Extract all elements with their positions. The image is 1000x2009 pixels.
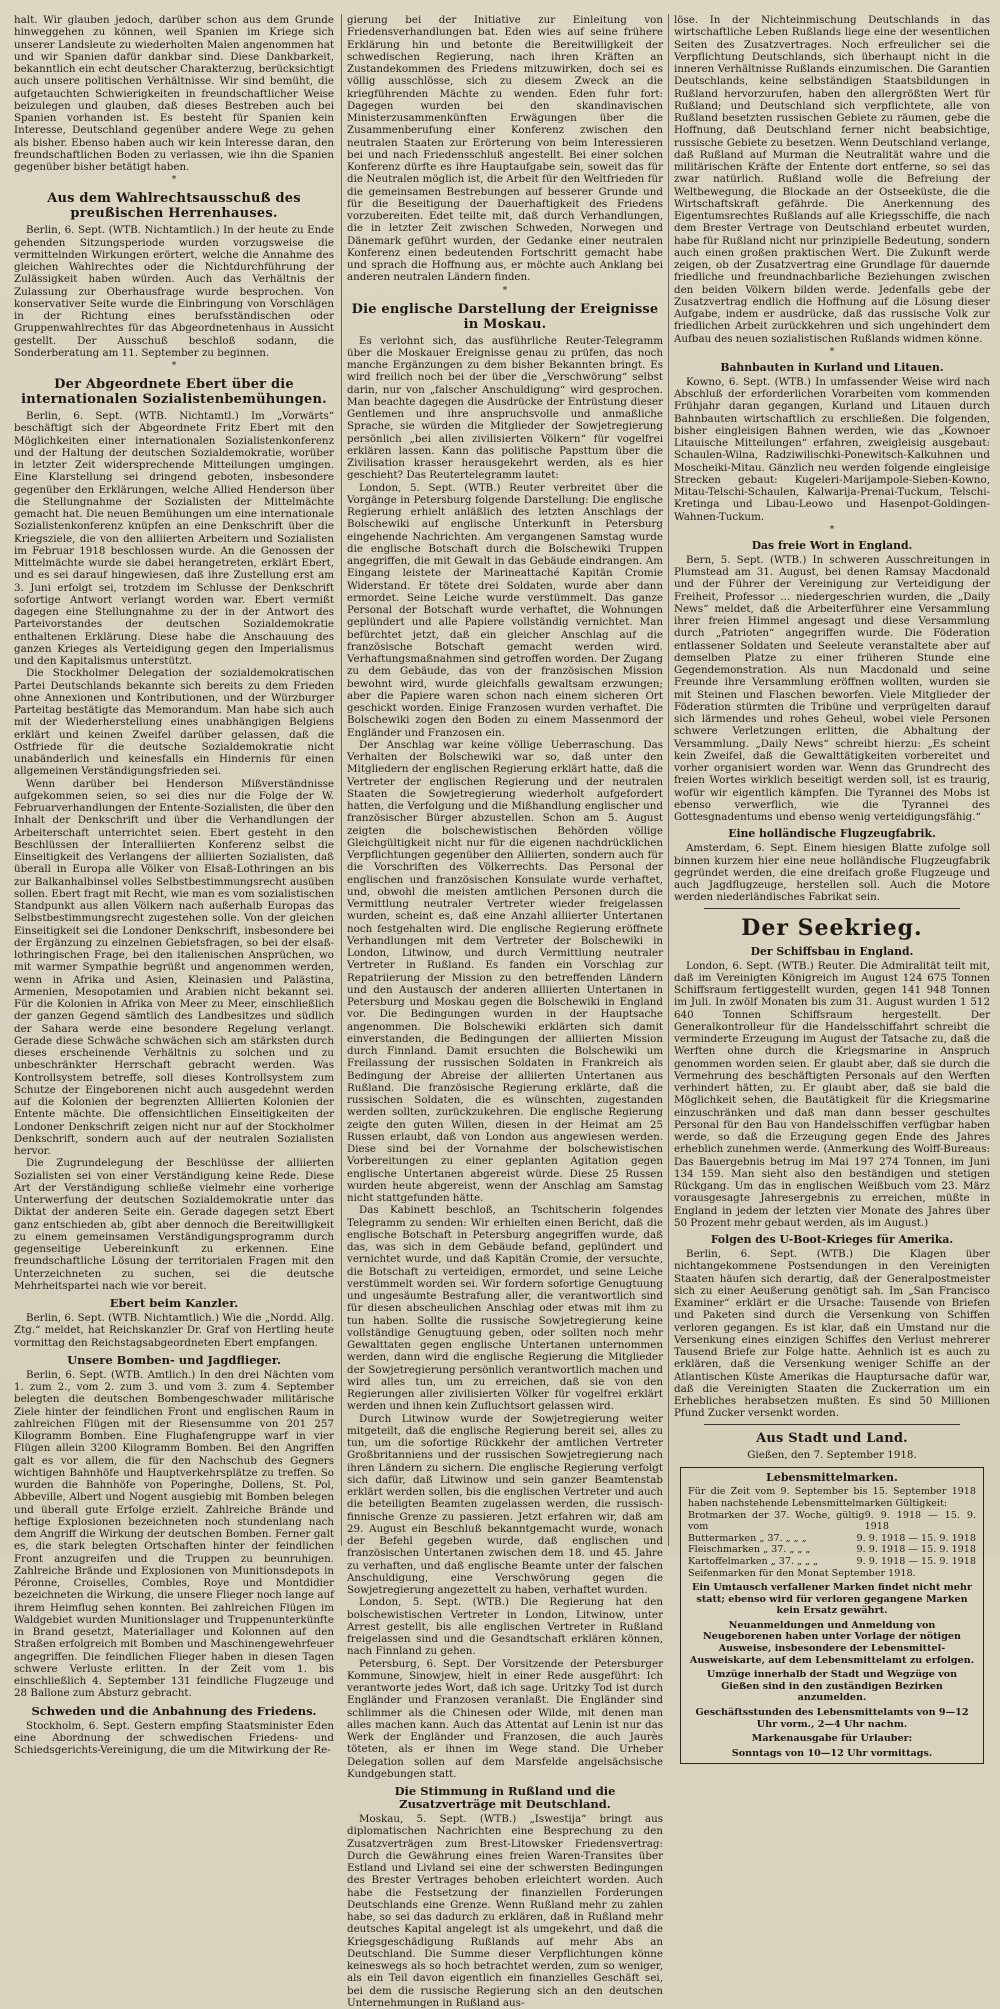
notice-row: [688, 1556, 976, 1568]
column-3: [668, 14, 990, 1759]
divider: [704, 908, 960, 909]
article-wahlrecht: Berlin, 6. Sept. (WTB. Nichtamtlich.) In der heute zu Ende gehenden Sitzungsperiode wurden vorzugsweise die vermittelnden Wirkungen erörtert, welche die Annahme des gleichen Wahlrechtes oder die Nichtdurchführung der Zulässigkeit haben würden. Auch das Verhältnis der Zulassung zur Oberhausfrage wurde besprochen. Von konservativer Seite wurde die Einbringung von Vorschlägen in der Richtung eines berufsständischen oder Gruppenwahlrechtes für das Abgeordnetenhaus in Aussicht gestellt. Der Ausschuß beschloß sodann, die Sonderberatung am 11. September zu beginnen.: [14, 224, 334, 359]
notice-row-dates: 9. 9. 1918 — 15. 9. 1918: [864, 1509, 976, 1533]
notice-note: Ein Umtausch verfallener Marken findet nicht mehr statt; ebenso wird für verloren gegangene Marken kein Ersatz gewährt.: [692, 1582, 972, 1617]
article-schweden: Stockholm, 6. Sept. Gestern empfing Staatsminister Eden eine Abordnung der schwedischen Friedens- und Schiedsgerichts-Vereinigung, die um die Mitwirkung der Re-: [14, 1719, 334, 1756]
column-2: [341, 14, 663, 2009]
notice-row-dates: 9. 9. 1918 — 15. 9. 1918: [856, 1532, 976, 1544]
headline-schweden: Schweden und die Anbahnung des Friedens.: [31, 1703, 317, 1718]
divider: [704, 1424, 960, 1425]
notice-urlauber: Markenausgabe für Urlauber:: [751, 1733, 913, 1745]
headline-folgen: Folgen des U-Boot-Krieges für Amerika.: [710, 1233, 954, 1246]
article-englisch-p6: London, 5. Sept. (WTB.) Die Regierung hat den bolschewistischen Vertreter in London, Litwinow, unter Arrest gestellt, bis alle englischen Vertreter in Rußland freigelassen sind und die Gesandtschaft erklären können, nach Finnland zu gehen.: [347, 1596, 663, 1658]
article-ebert-p4: Die Zugrundelegung der Beschlüsse der alliierten Sozialisten sei von einer Verständigung keine Rede. Diese Art der Verständigung schließe vielmehr eine vorherige Unterwerfung der deutschen Sozialdemokratie unter das Diktat der anderen Seite ein. Gerade dagegen setzt Ebert ganz entschieden ab, gibt aber dennoch die Bereitwilligkeit zu einem gemeinsamen Verständigungsprogramm durch gegenseitige Uebereinkunft zu erkennen. Eine freundschaftliche Lösung der territorialen Fragen mit den Unterzeichneten zu suchen, sei die deutsche Mehrheitspartei nach wie vor bereit.: [14, 1157, 334, 1292]
article-ebert-p3: Wenn darüber bei Henderson Mißverständnisse aufgekommen seien, so sei dies nur die Folge der W. Februarverhandlungen der Entente-Sozialisten, die über den Inhalt der Denkschrift und über die Verhandlungen der Arbeiterschaft unterrichtet seien. Ebert gesteht in den Beschlüssen der Interalliierten Konferenz selbst die Einseitigkeit des Verlangens der alliierten Sozialisten, daß überall in Europa alle Völker von Elsaß-Lothringen an bis zur Balkanhalbinsel volles Selbstbestimmungsrecht ausüben sollen. Ebert fragt mit Recht, wie man es vom sozialistischen Standpunkt aus allen Völkern nach außerhalb Europas das Selbstbestimmungsrecht zugestehen solle. Von der gleichen Einseitigkeit sei die Londoner Denkschrift, insbesondere bei der Ergänzung zu einzelnen Gebietsfragen, so bei der elsaß-lothringischen Frage, bei den italienischen Ansprüchen, wo mit warmer Sympathie begrüßt und angenommen werden, wenn in Afrika und Asien, Kleinasien und Palästina, Armenien, Mesopotamien und Arabien nicht bekannt sei. Für die Kolonien in Afrika von Meer zu Meer, einschließlich der ganzen Gegend sämtlich des Landbesitzes und südlich der Sahara werde eine besondere Regelung verlangt. Gerade diese Schwäche schwächen sich am stärksten durch dieses erscheinende Verhältnis zu solchen und zu unbeschränkter Herrschaft gebracht werden. Was Kontrollsystem betreffe, soll dieses Kontrollsystem zum Schutze der Eingeborenen nicht auch ausgedehnt werden auf die Kolonien der begrenzten Alliierten Kolonien der Entente mächte. Die offensichtlichen Einseitigkeiten der Londoner Denkschrift zeigen nicht nur auf der Stockholmer Denkschrift, sondern auch auf der neutralen Sozialisten hervor.: [14, 777, 334, 1157]
notice-row-label: Kartoffelmarken „ 37. „ „ „: [688, 1555, 819, 1567]
notice-row: [688, 1533, 976, 1545]
article-folgen: Berlin, 6. Sept. (WTB.) Die Klagen über nichtangekommene Postsendungen in den Vereinigten Staaten häufen sich derartig, daß der Generalpostmeister sich zu einer Aeußerung genötigt sah. Im „San Francisco Examiner“ erklärt er die Ursache: Tausende von Briefen und Paketen sind durch die Versenkung von Schiffen verloren gegangen. Es ist klar, daß ein Umstand nur die Versenkung eines einzigen Schiffes den Verlust mehrerer Tausend Briefe zur Folge hatte. Aehnlich ist es auch zu erklären, daß die Versenkung weniger Schiffe an der Atlantischen Küste Amerikas die Hauptursache dafür war, daß die Vereinigten Staaten die Zuckerration um ein Erhebliches herabsetzen mußten. Es sind 50 Millionen Pfund Zucker versenkt worden.: [674, 1248, 990, 1420]
article-englisch-p4: Das Kabinett beschloß, an Tschitscherin folgendes Telegramm zu senden: Wir erhielten einen Bericht, daß die englische Botschaft in Petersburg angegriffen wurde, daß das, was sich in dem Gebäude befand, geplündert und vernichtet wurde, und daß Kapitän Cromie, der versuchte, die Botschaft zu verteidigen, ermordet, und seine Leiche verstümmelt worden sei. Wir fordern sofortige Genugtuung und ungesäumte Bestrafung aller, die verantwortlich sind für diesen abscheulichen Anschlag oder etwas mit ihm zu tun haben. Sollte die russische Sowjetregierung keine vollständige Genugtuung geben, oder sollten noch mehr Gewalttaten gegen englische Untertanen unternommen werden, dann wird die englische Regierung die Mitglieder der Sowjetregierung persönlich verantwortlich machen und wird alles tun, um zu erreichen, daß sie von den Regierungen aller zivilisierten Völker für vogelfrei erklärt werden und ihnen kein Zufluchtsort gelassen wird.: [347, 1204, 663, 1413]
article-englisch-p1: Es verlohnt sich, das ausführliche Reuter-Telegramm über die Moskauer Ereignisse genau zu prüfen, das noch manche Ergänzungen zu dem bisher Bekannten bringt. Es wird freilich noch bei der über die „Verschwörung“ selbst darin, nur von „falscher Anschuldigung“ wird gesprochen. Man beachte dagegen die Ausdrücke der Entrüstung dieser Gentlemen und ihre anspruchsvolle und anmaßliche Sprache, sie würden die Mitglieder der Sowjetregierung persönlich „bei allen zivilisierten Völkern“ für vogelfrei erklären lassen. Kann das politische Papsttum über die Zivilisation krasser herausgekehrt werden, als es hier geschieht? Das Reutertelegramm lautet:: [347, 334, 663, 482]
notice-title: Lebensmittelmarken.: [766, 1470, 898, 1484]
notice-row: [688, 1544, 976, 1556]
notice-row-label: Brotmarken der 37. Woche, gültig vom: [688, 1509, 865, 1533]
article-stimmung-cont: löse. In der Nichteinmischung Deutschlands in das wirtschaftliche Leben Rußlands liege eine der wesentlichen Seiten des Zusatzvertrages. Noch erfreulicher sei die Verpflichtung Deutschlands, sich überhaupt nicht in die inneren Verhältnisse Rußlands einzumischen. Die Garantien Deutschlands, keine selbständigen Staatsbildungen in Rußland hervorzurufen, haben den allergrößten Wert für Rußland; und Deutschland sich verpflichtete, alle von Rußland besetzten russischen Gebiete zu räumen, gebe die Hoffnung, daß Deutschland ferner nicht beabsichtige, russische Gebiete zu besetzen. Wenn Deutschland verlange, daß Rußland auf Murman die Neutralität wahre und die militärischen Kräfte der Entente dort entferne, so sei das zwar natürlich. Rußland wolle die Befreiung der Weltbewegung, die Blockade an der Ostseeküste, die die Wirtschaftskraft gefährde. Die Anerkennung des Eigentumsrechtes Rußlands auf alle Kriegsschiffe, die nach dem Brester Vertrage von Deutschland erbeutet wurden, habe für Rußland nicht nur prinzipielle Bedeutung, sondern auch einen großen praktischen Wert. Die Zukunft werde zeigen, ob der Zusatzvertrag eine Grundlage für dauernde friedliche und freundnachbarliche Beziehungen zwischen den beiden Völkern bilden werde. Jedenfalls gebe der Zusatzvertrag endlich die Hoffnung auf die Lösung dieser Aufgabe, indem er ausdrücke, daß das russische Volk zur friedlichen Arbeit zurückkehren und sich ungehindert dem Aufbau des neuen sozialistischen Rußlands widmen könne.: [674, 14, 990, 345]
notice-row-label: Fleischmarken „ 37. „ „ „: [688, 1544, 811, 1556]
notice-intro: Für die Zeit vom 9. September bis 15. September 1918 haben nachstehende Lebensmittelmarken Gültigkeit:: [688, 1486, 976, 1509]
article-englisch-p2: London, 5. Sept. (WTB.) Reuter verbreitet über die Vorgänge in Petersburg folgende Darstellung: Die englische Regierung erhielt anläßlich des letzten Anschlags der Bolschewiki auf englische Unterkunft in Petersburg eingehende Nachrichten. Am vergangenen Samstag wurde die englische Botschaft durch die Bolschewiki Truppen angegriffen, die mit Gewalt in das Gebäude eindrangen. Am Eingang leistete der Marineattaché Kapitän Cromie Widerstand. Er tötete drei Soldaten, wurde aber dann ermordet. Seine Leiche wurde verstümmelt. Das ganze Personal der Botschaft wurde verhaftet, die Wohnungen geplündert und alle Papiere vollständig vernichtet. Man befürchtet jetzt, daß ein gleicher Anschlag auf die französische Botschaft gemacht werden wird. Verhaftungsmaßnahmen sind getroffen worden. Der Zugang zu dem Gebäude, das von der französischen Mission bewohnt wird, wurde gleichfalls gewaltsam erzwungen; aber die Papiere waren schon nach einem sicheren Ort geschickt worden. Einige Franzosen wurden verhaftet. Die Bolschewiki zogen den Boden zu einem Massenmord der Engländer und Franzosen ein.: [347, 481, 663, 739]
headline-bomben: Unsere Bomben- und Jagdflieger.: [67, 1352, 281, 1367]
notice-sunday: Sonntags von 10—12 Uhr vormittags.: [731, 1747, 933, 1759]
article-bahn: Kowno, 6. Sept. (WTB.) In umfassender Weise wird nach Abschluß der erforderlichen Vorarbeiten vom kommenden Frühjahr daran gegangen, Kurland und Litauen durch Bahnbauten wirtschaftlich zu erschließen. Die folgenden, bisher eingleisigen Bahnen werden, wie das „Kownoer Litauische Mitteilungen“ erfahren, zweigleisig ausgebaut: Schaulen-Wilna, Radziwilischki-Ponewitsch-Kalkuhnen und Moscheiki-Mitau. Gänzlich neu werden folgende eingleisige Strecken gebaut: Kugeleri-Marijampole-Sieben-Kowno, Mitau-Telschi-Schaulen, Kalwarija-Prenai-Tuckum, Telschi-Kretinga und Libau-Leowo und Hasenpot-Goldingen-Wahnen-Tuckum.: [674, 375, 990, 523]
notice-note: Neuanmeldungen und Anmeldung von Neugeborenen haben unter Vorlage der nötigen Ausweise, insbesondere der Lebensmittel-Ausweiskarte, auf dem Lebensmittelamt zu erfolgen.: [689, 1619, 975, 1666]
headline-schiffbau: Der Schiffsbau in England.: [750, 944, 914, 958]
headline-seekrieg: Der Seekrieg.: [741, 914, 923, 941]
headline-kanzler: Ebert beim Kanzler.: [109, 1296, 239, 1310]
article-englisch-p7: Petersburg, 6. Sept. Der Vorsitzende der Petersburger Kommune, Sinowjew, hielt in einer Rede ausgeführt: Ich verantworte jedes Wort, daß ich sage. Uritzky Tod ist durch Engländer und Franzosen veranlaßt. Die Engländer sind schlimmer als die Chinesen oder Wilde, mit denen man alles machen kann. Auch das Attentat auf Lenin ist nur das Werk der Engländer und Franzosen, die auch Jaurès töteten, als er ihnen im Wege stand. Die Urheber Delegation sollen auf dem Marsfelde angelsächsische Kundgebungen statt.: [347, 1657, 663, 1780]
separator: *: [829, 524, 835, 535]
article-wort: Bern, 5. Sept. (WTB.) In schweren Ausschreitungen in Plumstead am 31. August, bei denen Ramsay Macdonald und der Führer der Vereinigung zur Verteidigung der Freiheit, Professor ... niedergeschrien wurden, die „Daily News“ meldet, daß die Arbeiterführer eine Versammlung ihrer freien Himmel angesagt und diese Versammlung durch „Patrioten“ angegriffen wurde. Die Föderation entlassener Soldaten und Seeleute veranstaltete aber auf demselben Platze zu einer früheren Stunde eine Gegendemonstration. Als nun Macdonald und seine Freunde ihre Versammlung eröffnen wollten, wurden sie mit Steinen und Flaschen beworfen. Viele Mitglieder der Föderation stürmten die Tribüne und verprügelten darauf sich lärmendes und rohes Geheul, wobei viele Personen schwere Verletzungen erlitten, die Abhaltung der Versammlung. „Daily News“ schreibt hierzu: „Es scheint kein Zweifel, daß die Gewalttätigkeiten vorbereitet und vorher organisiert worden war. Wenn das Grundrecht des freien Wortes wirklich beseitigt werden soll, ist es traurig, wofür wir eigentlich kämpfen. Die Tyrannei des Mobs ist ebenso verwerflich, wie die Tyrannei des Gottesgnadentums und ebenso wenig verteidigungsfähig.“: [674, 553, 990, 823]
notice-row: [688, 1510, 976, 1533]
separator: *: [171, 175, 177, 186]
headline-bahn: Bahnbauten in Kurland und Litauen.: [720, 360, 944, 374]
separator: *: [171, 361, 177, 371]
separator: *: [829, 346, 835, 357]
headline-stadt: Aus Stadt und Land.: [756, 1430, 908, 1446]
article-englisch-p5: Durch Litwinow wurde der Sowjetregierung weiter mitgeteilt, daß die englische Regierung bereit sei, alles zu tun, um die sofortige Rückkehr der amtlichen Vertreter Großbritanniens und der russischen Sowjetregierung nach ihren Ländern zu sichern. Die englische Regierung verfolgt sich dafür, daß Litwinow und sein ganzer Beamtenstab erklärt werden sollen, bis die englischen Vertreter und auch die beteiligten Beamten zugelassen werden, die russisch-finnische Grenze zu passieren. Jetzt erfahren wir, daß am 29. August ein Beschluß bekanntgemacht wurde, wonach der Befehl gegeben wurde, daß englischen und französischen Untertanen zwischen dem 18. und 45. Jahre zu verhaften, und daß englische Beamte unter der falschen Anschuldigung, eine Verschwörung gegen die Sowjetregierung angezettelt zu haben, verhaftet wurden.: [347, 1412, 663, 1596]
article-flug: Amsterdam, 6. Sept. Einem hiesigen Blatte zufolge soll binnen kurzem hier eine neue holländische Flugzeugfabrik gegründet werden, die eine dreifach große Flugzeuge und auch Jagdflugzeuge, herstellen soll. Auch die Motore werden niederländisches Fabrikat sein.: [674, 842, 990, 904]
lebensmittelmarken-notice: [680, 1467, 984, 1765]
notice-row-label: Seifenmarken für den Monat September 1918.: [688, 1567, 916, 1579]
notice-note: Umzüge innerhalb der Stadt und Wegzüge von Gießen sind in den zuständigen Bezirken anzumelden.: [706, 1669, 958, 1704]
notice-row-dates: 9. 9. 1918 — 15. 9. 1918: [856, 1544, 976, 1556]
article-ebert-p2: Die Stockholmer Delegation der sozialdemokratischen Partei Deutschlands bekannte sich bereits zu dem Frieden ohne Annexionen und Kontributionen, und der Würzburger Parteitag bestätigte das Memorandum. Man habe sich auch mit der Wiederherstellung eines unabhängigen Belgiens erklärt und keinen Zweifel darüber gelassen, daß die Ostfriede für die deutsche Sozialdemokratie nicht unabänderlich und keinesfalls ein Hindernis für einen allgemeinen Verständigungsfrieden sei.: [14, 667, 334, 778]
article-bomben: Berlin, 6. Sept. (WTB. Amtlich.) In den drei Nächten vom 1. zum 2., vom 2. zum 3. und vom 3. zum 4. September belegten die deutschen Bombengeschwader militärische Ziele hinter der feindlichen Front und englischen Raum in zahlreichen Flügen mit der Riesensumme von 201 257 Kilogramm Bomben. Eine Flughafengruppe warf in vier Flügen allein 3200 Kilogramm Bomben. Bei den Angriffen galt es vor allem, die für den Nachschub des Gegners wichtigen Bahnhöfe und Hauptverkehrsplätze zu treffen. So wurden die Bahnhöfe von Poperinghe, Dollens, St. Pol, Abbeville, Albert und Nogent ausgiebig mit Bomben belegen und überall gute Erfolge erzielt. Zahlreiche Brände und heftige Explosionen bezeichneten noch stundenlang nach dem Angriff die Wirkung der deutschen Bomben. Ferner galt es, die stark belegten Ortschaften hinter der feindlichen Front anzugreifen und die Truppen zu beunruhigen. Zahlreiche Brände und Explosionen von Munitionsdepots in Péronne, Croiselles, Combles, Roye und Montdidier bezeichneten die Wirkung, die unsere Flieger noch lange auf ihrem Heimflug sehen konnten. Bei zahlreichen Flügen im Waldgebiet wurden Munitionslager und Truppenunterkünfte in Brand gesetzt, Materiallager und Kolonnen auf den Straßen erfolgreich mit Bomben und Maschinengewehrfeuer angegriffen. Die feindlichen Flieger haben in diesen Tagen schwere Verluste erlitten. In der Zeit vom 1. bis einschließlich 4. September 131 feindliche Flugzeuge und 28 Ballone zum Absturz gebracht.: [14, 1368, 334, 1700]
column-1: [14, 14, 336, 1756]
article-ebert-p1: Berlin, 6. Sept. (WTB. Nichtamtl.) Im „Vorwärts“ beschäftigt sich der Abgeordnete Fritz Ebert mit den Möglichkeiten einer internationalen Sozialistenkonferenz und der Haltung der deutschen Sozialdemokratie, worüber in letzter Zeit widersprechende Mitteilungen umgingen. Eine Klarstellung sei dringend geboten, insbesondere gegenüber den Erklärungen, welche Allied Henderson über die Stellungnahme der Sozialisten der Mittelmächte gemacht hat. Die neuen Bemühungen um eine internationale Sozialistenkonferenz knüpfen an eine Denkschrift über die Kriegsziele, die von den alliierten Arbeitern und Sozialisten im Februar 1918 beschlossen wurde. An die Genossen der Mittelmächte wurde sie dabei herangetreten, erklärt Ebert, und es sei darauf hingewiesen, daß ihre Zustellung erst am 3. Juni erfolgt sei, trotzdem im Schlusse der Denkschrift sofortige Antwort verlangt worden war. Ebert vermißt dagegen eine Stellungnahme zu der in der Antwort des Parteivorstandes der deutschen Sozialdemokratie enthaltenen Erklärung. Diese habe die Anschauung des ganzen Krieges als Verteidigung gegen den Imperialismus und den Kapitalismus unterstützt.: [14, 410, 334, 667]
headline-wahlrecht: Aus dem Wahlrechtsausschuß des preußischen Herrenhauses.: [47, 191, 301, 222]
article-stimmung: Moskau, 5. Sept. (WTB.) „Iswestija“ bringt aus diplomatischen Nachrichten eine Besprechung zu den Zusatzverträgen zum Brest-Litowsker Friedensvertrag: Durch die Gewährung eines freien Waren-Transites über Estland und Livland sei eine der schwersten Bedingungen des Brester Vertrages behoben erleichtert worden. Auch habe die Festsetzung der finanziellen Forderungen Deutschlands eine Grenze. Wenn Rußland mehr zu zahlen habe, so sei das dadurch zu erklären, daß in Rußland mehr deutsches Kapital angelegt ist als umgekehrt, und daß die Kriegsgeschädigung Rußlands auf mehr Abs an Deutschland. Die Summe dieser Verpflichtungen könne keineswegs als so hoch betrachtet werden, zum so weniger, als ein Teil davon eigentlich ein finanzielles Geschäft sei, bei dem die russische Regierung sich an den deutschen Unternehmungen in Rußland aus-: [347, 1813, 663, 2009]
notice-hours: Geschäftsstunden des Lebensmittelamts von 9—12 Uhr vorm., 2—4 Uhr nachm.: [695, 1707, 969, 1730]
article-schiffbau: London, 6. Sept. (WTB.) Reuter. Die Admiralität teilt mit, daß im Vereinigten Königreich im August 124 675 Tonnen Schiffsraum fertiggestellt wurden, gegen 141 948 Tonnen im Juli. In zwölf Monaten bis zum 31. August wurden 1 512 640 Tonnen Schiffsraum hergestellt. Der Generalkontrolleur für die Handelsschiffahrt schreibt die verminderte Erzeugung im August der Tatsache zu, daß die Werften ohne durch die Kriegsmarine in Anspruch genommen worden seien. Er glaubt aber, daß sie durch die Vermehrung des beschäftigten Personals auf den Werften verhindert hätten, zu. Er glaubt aber, daß sie bald die Möglichkeit sehen, die Bautätigkeit für die Kriegsmarine einzuschränken und daß man dann besser geschultes Personal für den Bau von Handelsschiffen verfügbar haben werde, so daß die Erzeugung gegen Ende des Jahres erheblich zunehmen werde. (Anmerkung des Wolff-Bureaus: Das Bauergebnis betrug im Mai 197 274 Tonnen, im Juni 134 159. Man sieht also den beständigen und stetigen Rückgang. Um das in englischen Weißbuch vom 23. März vorausgesagte Jahresergebnis zu erreichen, müßte in England in jedem der letzten vier Monate des Jahres über 50 Prozent mehr gebaut werden, als im August.): [674, 959, 990, 1229]
article-englisch-p3: Der Anschlag war keine völlige Ueberraschung. Das Verhalten der Bolschewiki war so, daß unter den Mitgliedern der englischen Regierung erklärt hatte, daß die Vertreter der englischen Regierung und der neutralen Staaten die Sowjetregierung wiederholt aufgefordert hatten, die Verfolgung und die Mißhandlung englischer und französischer Bürger abzustellen. Schon am 5. August zeigten die bolschewistischen Behörden völlige Gleichgültigkeit nicht nur für die eigenen nachdrücklichen Verpflichtungen gegenüber den Alliierten, sondern auch für die Vorschriften des Völkerrechts. Das Personal der englischen und französischen Konsulate wurde verhaftet, und, obwohl die meisten amtlichen Personen durch die Vermittlung neutraler Vertreter wieder freigelassen wurden, scheint es, daß eine Anzahl alliierter Untertanen noch festgehalten wird. Die englische Regierung eröffnete Verhandlungen mit dem Vertreter der Bolschewiki in London, Litwinow, und durch Vermittlung neutraler Vertreter in Rußland. Es fanden ein Vorschlag zur Repatriierung der Mission zu den betreffenden Ländern und den Austausch der anderen alliierten Untertanen in Petersburg und Moskau gegen die Bolschewiki in England vor. Die Bedingungen wurden in der Hauptsache angenommen. Die Bolschewiki erklärten sich damit einverstanden, die Bedingungen der alliierten Mission durch Finnland. Damit ersuchten die Bolschewiki um Freilassung der russischen Soldaten in Frankreich als Bedingung der Abreise der alliierten Untertanen aus Rußland. Die französische Regierung erklärte, daß die russischen Soldaten, die es wünschten, zugestanden werden sollten, zurückzukehren. Die englische Regierung zeigte den guten Willen, diesen in der Heimat am 25 Russen erlaubt, daß von London aus angewiesen werden. Diese sind bei der Vornahme der bolschewistischen Vorbereitungen zu einer geplanten Agitation gegen englische Untertanen abgereist würde. Diese 25 Russen wurden heute abgereist, wenn der Anschlag am Samstag nicht stattgefunden hätte.: [347, 738, 663, 1204]
headline-flug: Eine holländische Flugzeugfabrik.: [728, 827, 936, 841]
notice-row-label: Buttermarken „ 37. „ „ „: [688, 1532, 807, 1544]
headline-englisch: Die englische Darstellung der Ereignisse in Moskau.: [351, 301, 659, 332]
article-spain-end: halt. Wir glauben jedoch, darüber schon aus dem Grunde hinweggehen zu können, weil Spanien im Kriege sich unserer Landsleute zu wiederholten Malen angenommen hat und wir Spanien dafür dankbar sind. Diese Dankbarkeit, bekanntlich ein echt deutscher Charakterzug, berücksichtigt auch unsere politischen Verhältnisse. Wir sind bemüht, die aufgetauchten Schwierigkeiten in freundschaftlicher Weise beizulegen und glauben, daß dieses Bestreben auch bei Spanien vorhanden ist. Es besteht für Spanien kein Interesse, Deutschland gegenüber andere Wege zu gehen als bisher. Ebenso haben auch wir kein Interesse daran, den freundschaftlichen Boden zu verlassen, wie ihn die Spanien gegenüber bisher betätigt haben.: [14, 14, 334, 173]
dateline: Gießen, den 7. September 1918.: [747, 1448, 917, 1461]
headline-wort: Das freie Wort in England.: [751, 538, 913, 552]
headline-ebert: Der Abgeordnete Ebert über die internationalen Sozialistenbemühungen.: [21, 377, 327, 407]
notice-row: [688, 1568, 976, 1580]
headline-stimmung: Die Stimmung in Rußland und die Zusatzverträge mit Deutschland.: [394, 1784, 616, 1811]
article-kanzler: Berlin, 6. Sept. (WTB. Nichtamtlich.) Wie die „Nordd. Allg. Ztg.“ meldet, hat Reichskanzler Dr. Graf von Hertling heute vormittag den Reichstagsabgeordneten Ebert empfangen.: [14, 1312, 334, 1349]
article-schweden-cont: gierung bei der Initiative zur Einleitung von Friedensverhandlungen bat. Eden wies auf seine frühere Erklärung hin und betonte die Bereitwilligkeit der schwedischen Regierung, nach ihren Kräften an Zustandekommen des Friedens mitzuwirken, doch sei es völlig ausschlösse, sich zu diesem Zweck an die kriegführenden Mächte zu wenden. Eden fuhr fort: Dagegen wurden bei den skandinavischen Ministerzusammenkünften Erwägungen über die Zusammenberufung einer Konferenz zwischen den neutralen Staaten zur Erörterung von beim Interessieren bei und nach Friedensschluß angestellt. Bei einer solchen Konferenz dürfte es ihre Hauptaufgabe sein, soweit das für die Neutralen möglich ist, die Arbeit für den Weltfrieden für die gemeinsamen Bestrebungen auf besserer Grunde und für die Beseitigung der Dauerhaftigkeit des Friedens vorzubereiten. Edet teilte mit, daß durch Verhandlungen, die in letzter Zeit zwischen Schweden, Norwegen und Dänemark geführt wurden, der Gedanke einer neutralen Konferenz einen bedeutenden Fortschritt gemacht habe und sprach die Hoffnung aus, er möchte auch Anklang bei anderen neutralen Ländern finden.: [347, 14, 663, 284]
notice-row-dates: 9. 9. 1918 — 15. 9. 1918: [856, 1555, 976, 1567]
separator: *: [502, 285, 508, 296]
